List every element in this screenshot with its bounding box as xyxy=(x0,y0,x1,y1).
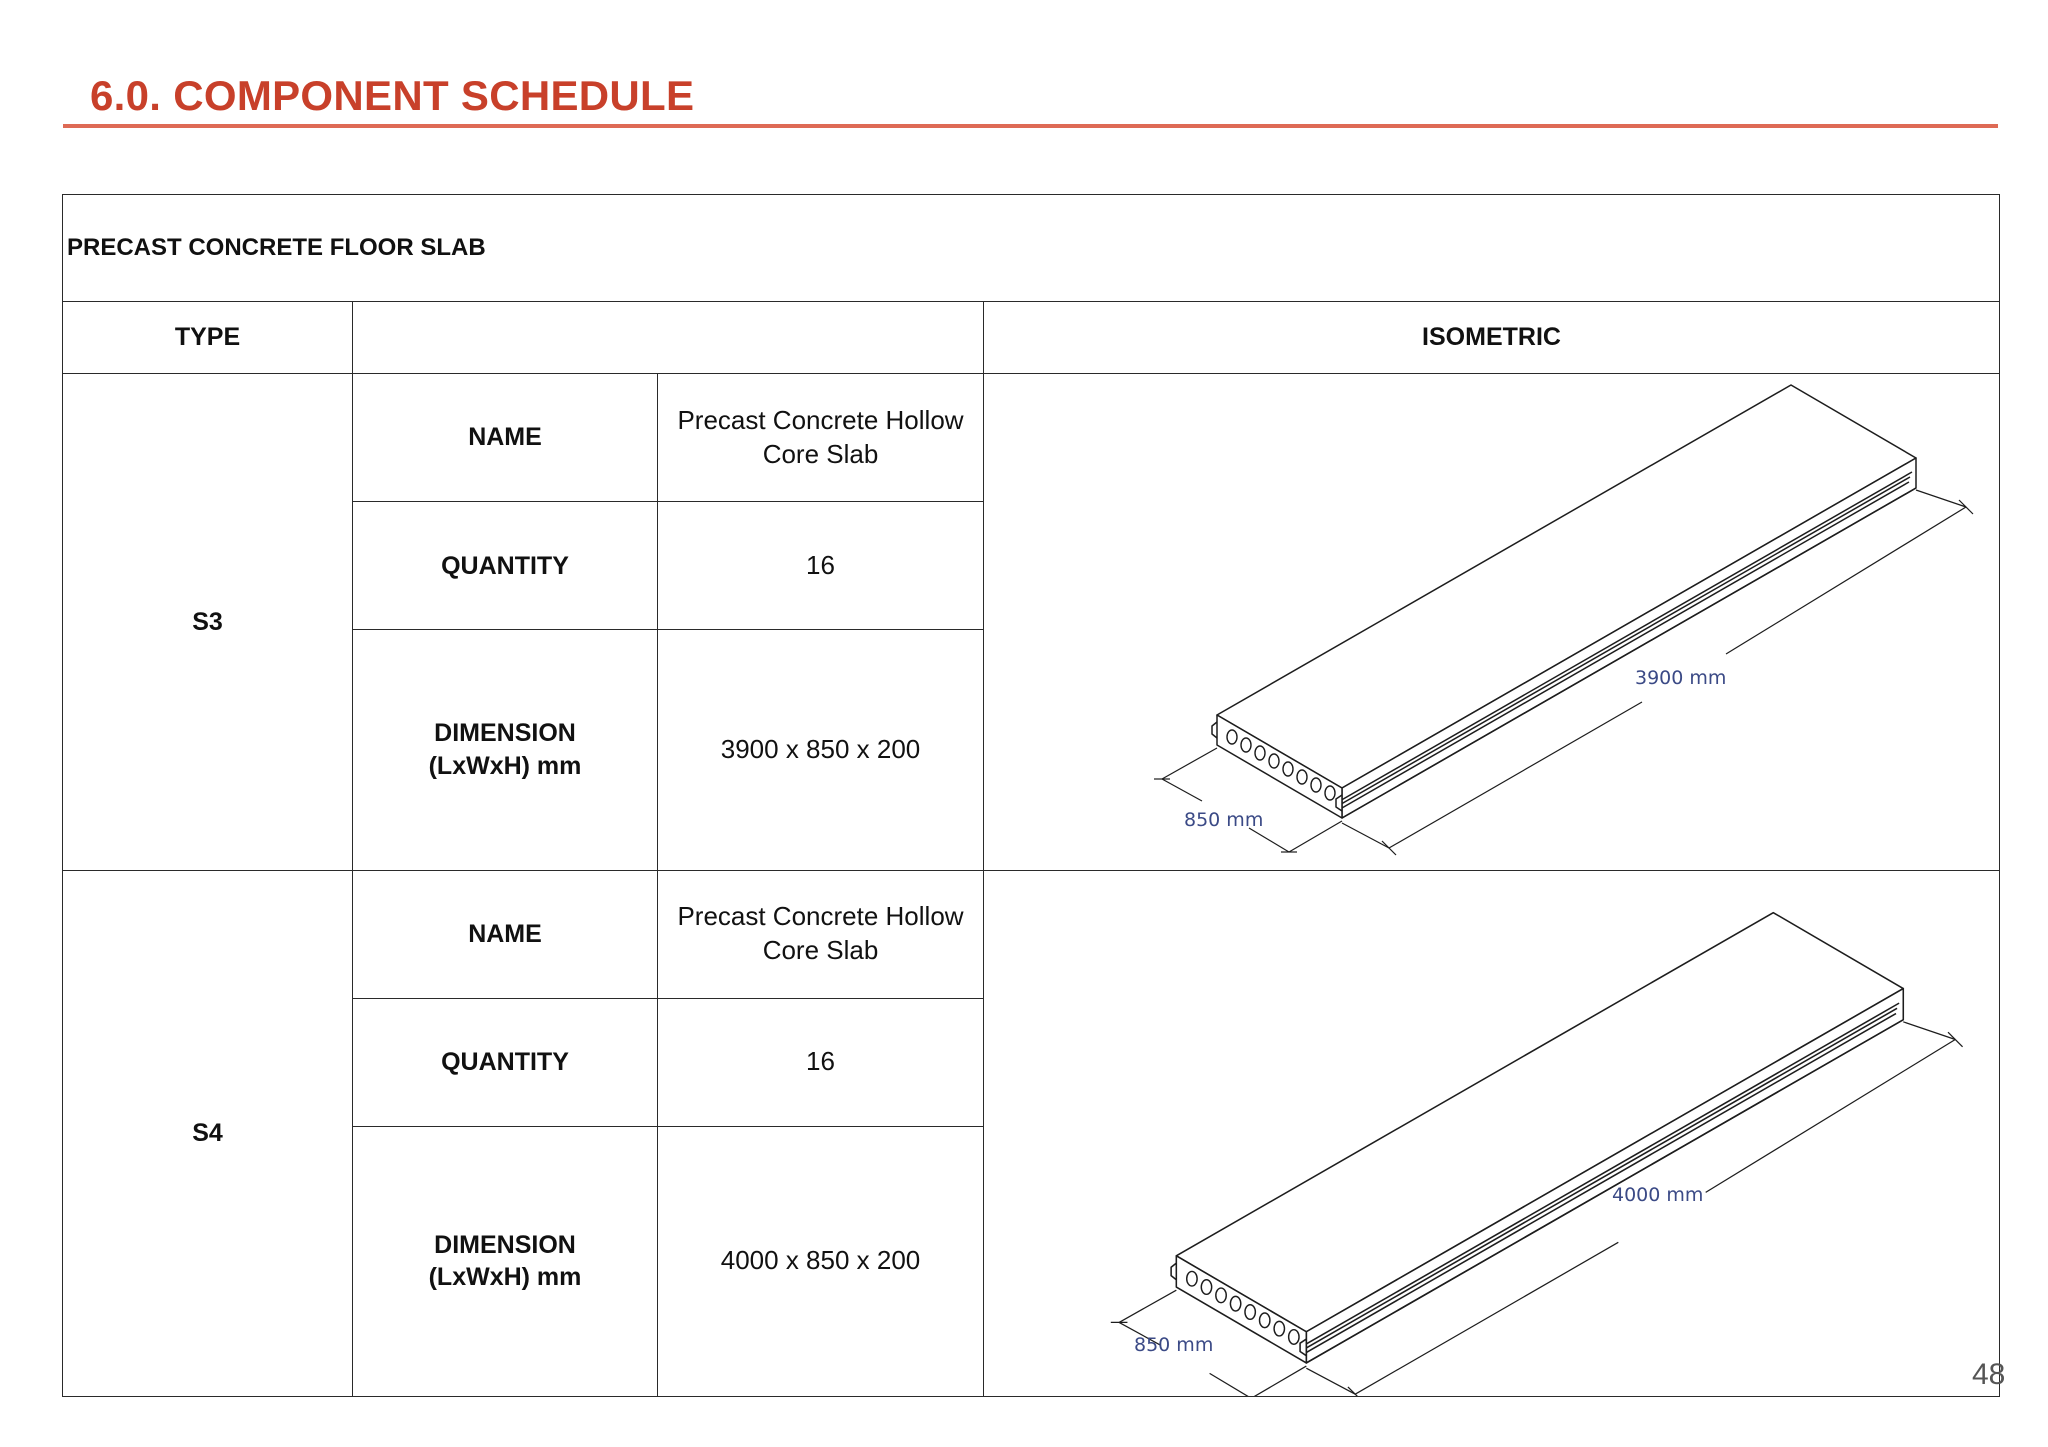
dimension-label xyxy=(353,1126,658,1396)
type-cell-s3: S3 xyxy=(63,374,353,870)
dimension-label-line2: (LxWxH) mm xyxy=(428,1263,582,1292)
title-underline xyxy=(63,124,1998,128)
quantity-label: QUANTITY xyxy=(353,998,658,1126)
dimension-value: 3900 x 850 x 200 xyxy=(658,630,984,870)
slab-isometric-drawing-s3 xyxy=(984,374,1995,864)
name-label: NAME xyxy=(353,870,658,998)
quantity-value: 16 xyxy=(658,502,984,630)
length-dimension-label: 3900 mm xyxy=(1635,667,1727,690)
header-blank xyxy=(353,302,984,374)
length-dimension-label: 4000 mm xyxy=(1612,1183,1704,1206)
dimension-label xyxy=(353,630,658,870)
name-value: Precast Concrete Hollow Core Slab xyxy=(658,374,984,502)
slab-isometric-drawing-s4 xyxy=(984,871,1995,1396)
width-dimension-label: 850 mm xyxy=(1134,1333,1214,1356)
page-title: 6.0. COMPONENT SCHEDULE xyxy=(90,72,695,119)
section-title: PRECAST CONCRETE FLOOR SLAB xyxy=(63,195,2000,302)
header-isometric: ISOMETRIC xyxy=(984,302,2000,374)
name-label: NAME xyxy=(353,374,658,502)
header-type: TYPE xyxy=(63,302,353,374)
isometric-cell-s3 xyxy=(984,374,2000,870)
page-number: 48 xyxy=(1972,1358,2006,1391)
type-cell-s4: S4 xyxy=(63,870,353,1397)
dimension-label-line1: DIMENSION xyxy=(434,1230,576,1259)
component-schedule-table xyxy=(62,194,2000,1397)
dimension-value: 4000 x 850 x 200 xyxy=(658,1126,984,1396)
isometric-cell-s4 xyxy=(984,870,2000,1397)
dimension-label-line1: DIMENSION xyxy=(434,719,576,748)
quantity-value: 16 xyxy=(658,998,984,1126)
name-value: Precast Concrete Hollow Core Slab xyxy=(658,870,984,998)
quantity-label: QUANTITY xyxy=(353,502,658,630)
dimension-label-line2: (LxWxH) mm xyxy=(428,751,582,780)
width-dimension-label: 850 mm xyxy=(1184,809,1264,832)
